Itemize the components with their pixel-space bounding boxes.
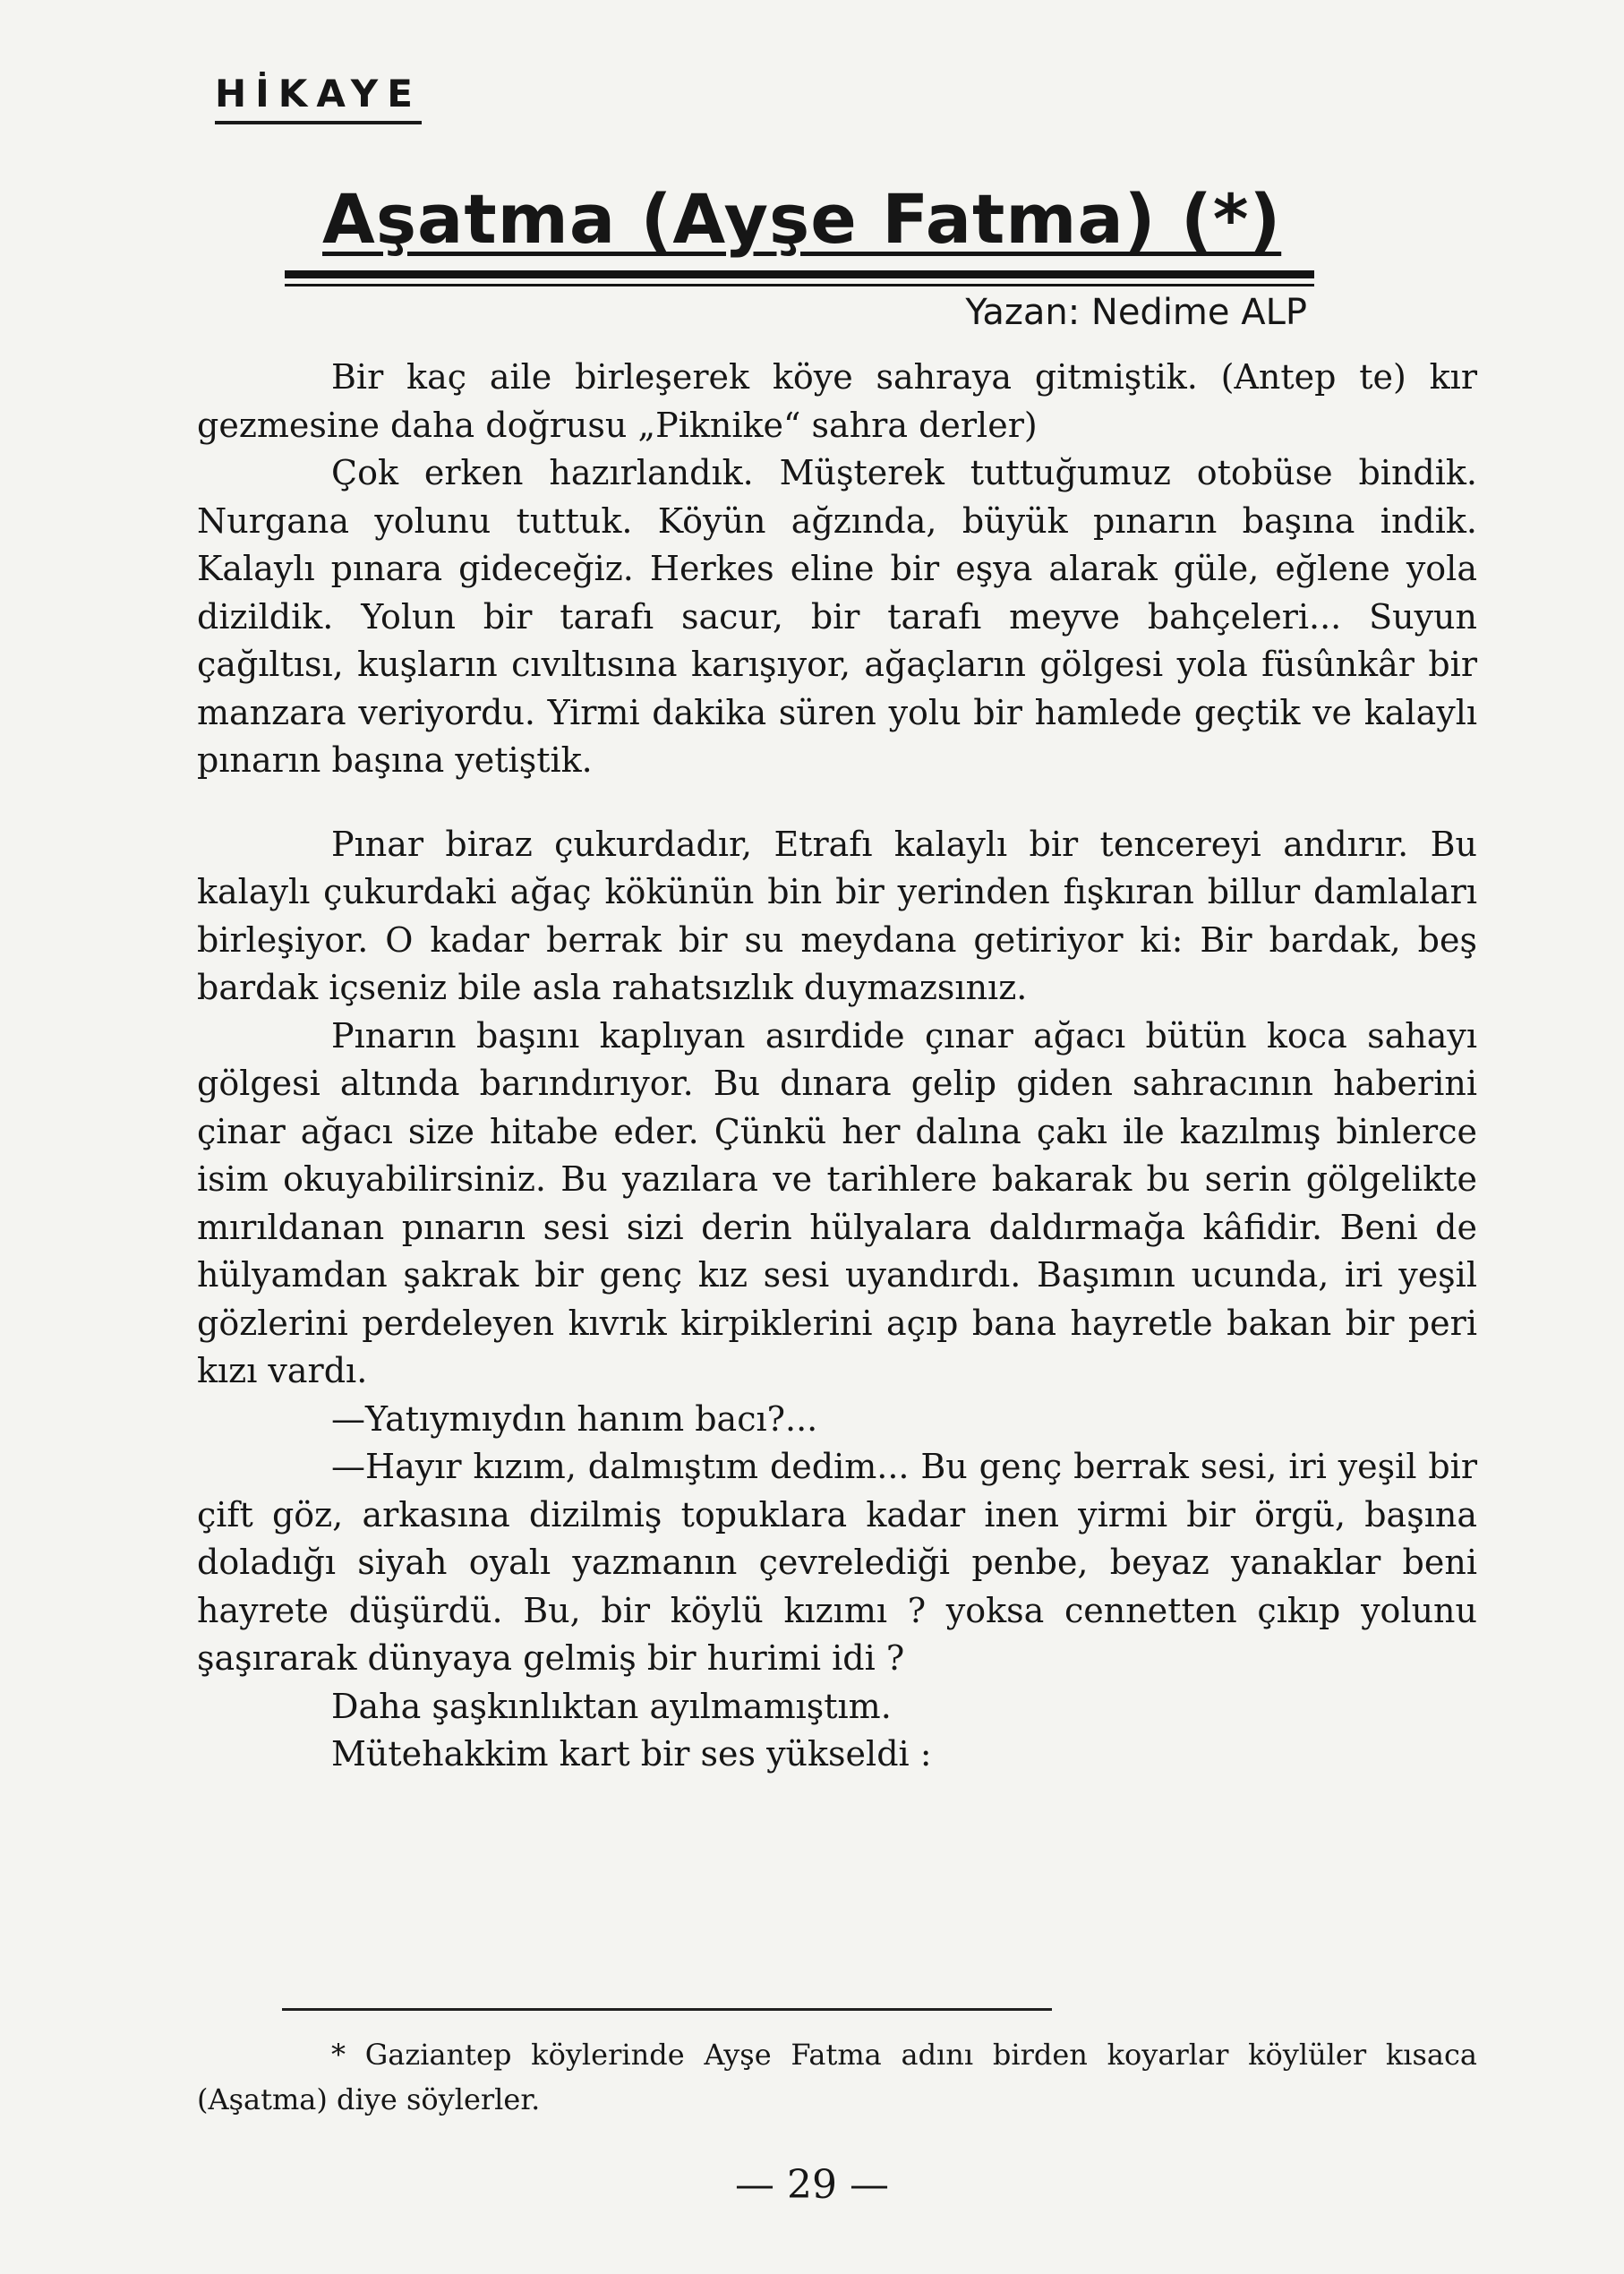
- story-body: [197, 354, 1477, 1779]
- footnote: * Gaziantep köylerinde Ayşe Fatma adını birden koyarlar köylüler kısaca (Aşatma) diye söylerler.: [197, 2038, 1477, 2116]
- author-byline: Yazan: Nedime ALP: [965, 292, 1307, 333]
- dialogue-line: —Hayır kızım, dalmıştım dedim... Bu genç berrak sesi, iri yeşil bir çift göz, arkasına dizilmiş topuklara kadar inen yirmi bir örgü, başına doladığı siyah oyalı yazmanın çevrelediği penbe, beyaz yanaklar beni hayrete düşürdü. Bu, bir köylü kızımı ? yoksa cennetten çıkıp yolunu şaşırarak dünyaya gelmiş bir hurimi idi ?: [197, 1447, 1477, 1678]
- paragraph: Mütehakkim kart bir ses yükseldi :: [331, 1734, 932, 1774]
- paragraph: Çok erken hazırlandık. Müşterek tuttuğumuz otobüse bindik. Nurgana yolunu tuttuk. Köyün ağzında, büyük pınarın başına indik. Kalaylı pınara gideceğiz. Herkes eline bir eşya alarak güle, eğlene yola dizildik. Yolun bir tarafı sacur, bir tarafı meyve bahçeleri... Suyun çağıltısı, kuşların cıvıltısına karışıyor, ağaçların gölgesi yola füsûnkâr bir manzara veriyordu. Yirmi dakika süren yolu bir hamlede geçtik ve kalaylı pınarın başına yetiştik.: [197, 453, 1477, 780]
- paragraph: Bir kaç aile birleşerek köye sahraya gitmiştik. (Antep te) kır gezmesine daha doğrusu „Piknike“ sahra derler): [197, 357, 1477, 445]
- footnote-divider: [282, 2008, 1052, 2011]
- section-label: HİKAYE: [215, 72, 422, 124]
- paragraph: Daha şaşkınlıktan ayılmamıştım.: [331, 1686, 892, 1726]
- dialogue-line: —Yatıymıydın hanım bacı?...: [331, 1398, 818, 1439]
- story-title: Aşatma (Ayşe Fatma) (*): [322, 179, 1282, 259]
- title-rule-thick: [285, 270, 1314, 278]
- paragraph: Pınar biraz çukurdadır, Etrafı kalaylı bir tencereyi andırır. Bu kalaylı çukurdaki ağaç kökünün bin bir yerinden fışkıran billur damlaları birleşiyor. O kadar berrak bir su meydana getiriyor ki: Bir bardak, beş bardak içseniz bile asla rahatsızlık duymazsınız.: [197, 824, 1477, 1007]
- paragraph: Pınarın başını kaplıyan asırdide çınar ağacı bütün koca sahayı gölgesi altında barındırıyor. Bu dınara gelip giden sahracının haberini çinar ağacı size hitabe eder. Çünkü her dalına çakı ile kazılmış binlerce isim okuyabilirsiniz. Bu yazılara ve tarihlere bakarak bu serin gölgelikte mırıldanan pınarın sesi sizi derin hülyalara daldırmağa kâfidir. Beni de hülyamdan şakrak bir genç kız sesi uyandırdı. Başımın ucunda, iri yeşil gözlerini perdeleyen kıvrık kirpiklerini açıp bana hayretle bakan bir peri kızı vardı.: [197, 1015, 1477, 1390]
- page-number: — 29 —: [735, 2162, 889, 2208]
- title-rule-thin: [285, 284, 1314, 286]
